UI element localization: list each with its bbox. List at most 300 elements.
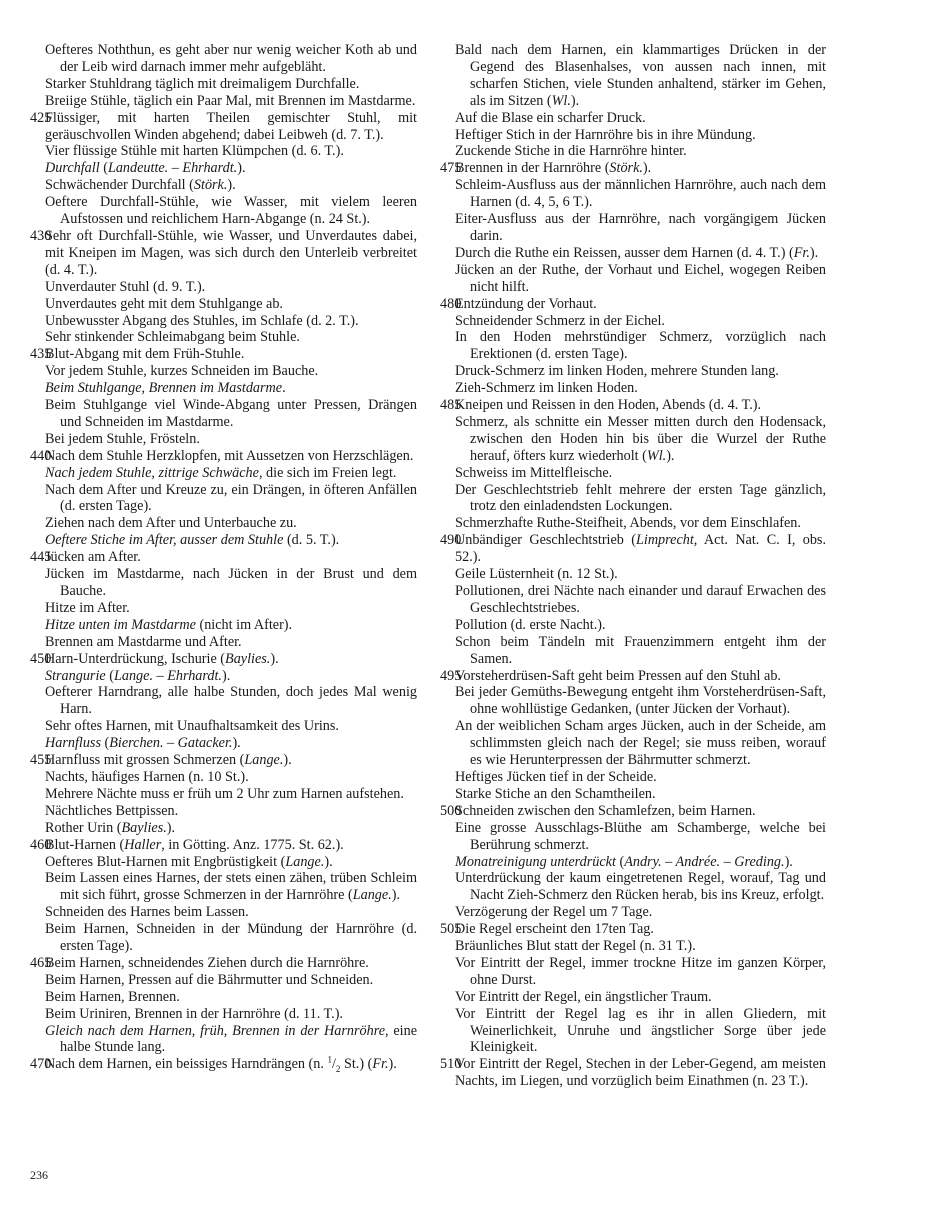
text-run: Bei jeder Gemüths-Bewegung entgeht ihm Vorsteherdrüsen-Saft, ohne wohllüstige Gedanken, (unter Jücken der Vorhaut). [455,684,826,718]
entry-text [455,989,826,1006]
entry-text [30,549,417,566]
entry-text [45,313,417,330]
page-number: 236 [30,1168,48,1182]
symptom-entry-numbered [440,803,826,820]
left-column [30,42,417,1073]
entry-text [455,904,826,921]
text-run: In den Hoden mehrstündiger Schmerz, vorzüglich nach Erektionen (d. ersten Tage). [455,329,826,363]
text-run: Nach dem Stuhle Herzklopfen, mit Aussetzen von Herzschlägen. [45,447,414,464]
italic-citation: Bierchen. – Gatacker. [109,735,233,752]
entry-number: 435 [30,346,52,363]
text-run: Vor Eintritt der Regel, ein ängstlicher Traum. [455,988,712,1005]
text-run: Brennen in der Harnröhre ( [455,160,610,177]
text-run: Auf die Blase ein scharfer Druck. [455,109,646,126]
symptom-entry-numbered [440,532,826,566]
symptom-entry [440,989,826,1006]
text-run: Beim Lassen eines Harnes, der stets einen zähen, trüben Schleim mit sich führt, grosse Schmerzen in der Harnröhre ( [45,870,417,904]
text-run: ). [232,735,241,752]
symptom-entry [440,482,826,516]
text-run: St.) ( [340,1056,373,1073]
text-run: Vor Eintritt der Regel, Stechen in der Leber-Gegend, am meisten Nachts, im Liegen, und vorzüglich beim Einathmen (n. 23 T.). [455,1056,826,1090]
symptom-entry [30,363,417,380]
entry-number: 485 [440,397,462,414]
symptom-entry [30,904,417,921]
symptom-entry-numbered [30,837,417,854]
symptom-entry [440,127,826,144]
entry-text [45,177,417,194]
text-run: Pollutionen, drei Nächte nach einander und darauf Erwachen des Geschlechtstriebes. [455,583,826,616]
symptom-entry [30,735,417,752]
entry-text [45,329,417,346]
text-run: Oefterer Harndrang, alle halbe Stunden, doch jedes Mal wenig Harn. [45,684,417,718]
text-run: ). [283,752,292,769]
italic-citation: Wl. [551,92,571,109]
text-run: ). [221,667,231,684]
entry-text [45,566,417,600]
symptom-entry [440,870,826,904]
text-run: ( [99,160,108,177]
symptom-entry [440,1006,826,1057]
symptom-entry [30,820,417,837]
text-run: Schon beim Tändeln mit Frauenzimmern entgeht ihm der Samen. [455,633,826,667]
text-run: Sehr stinkender Schleimabgang beim Stuhle. [45,329,300,346]
text-run: Blut-Harnen ( [45,836,125,853]
entry-number: 465 [30,954,52,971]
text-run: . [282,380,286,397]
text-run: Entzündung der Vorhaut. [455,295,597,312]
entry-text [440,532,826,566]
symptom-entry [30,718,417,735]
entry-number: 440 [30,447,52,464]
symptom-entry-numbered [440,160,826,177]
symptom-entry [440,515,826,532]
entry-text [45,921,417,955]
text-run: Schleim-Ausfluss aus der männlichen Harnröhre, auch nach dem Harnen (d. 4, 5, 6 T.). [455,177,826,211]
symptom-entry [440,786,826,803]
symptom-entry [440,363,826,380]
text-run: Vorsteherdrüsen-Saft geht beim Pressen auf den Stuhl ab. [455,667,781,684]
entry-text [30,346,417,363]
text-run: Starker Stuhldrang täglich mit dreimaligem Durchfalle. [45,75,360,92]
text-run: Unterdrückung der kaum eingetretenen Regel, worauf, Tag und Nacht Zieh-Schmerz den Rücken herab, bis ins Kreuz, erfolgt. [455,870,826,904]
symptom-entry [30,515,417,532]
entry-text [30,651,417,668]
text-run: (d. 5. T.). [283,532,340,549]
italic-citation: Baylies. [121,819,167,836]
text-run: Heftiger Stich in der Harnröhre bis in ihre Mündung. [455,126,756,143]
entry-number: 495 [440,667,462,684]
symptom-entry [30,313,417,330]
text-run: Vier flüssige Stühle mit harten Klümpchen (d. 6. T.). [45,143,344,160]
text-run: Nächtliches Bettpissen. [45,802,179,819]
text-run: , eine halbe Stunde lang. [60,1022,417,1056]
entry-text [455,583,826,617]
symptom-entry-numbered [440,296,826,313]
symptom-entry [440,262,826,296]
entry-text [455,938,826,955]
entry-text [30,1056,417,1073]
symptom-entry [440,380,826,397]
italic-citation: Limprecht, [635,532,698,549]
italic-citation: Nach jedem Stuhle, zittrige Schwäche [45,464,259,481]
text-run: Schmerzhafte Ruthe-Steifheit, Abends, vor dem Einschlafen. [455,515,801,532]
entry-text [45,786,417,803]
entry-text [45,820,417,837]
entry-text [455,786,826,803]
entry-text [45,989,417,1006]
symptom-entry [30,921,417,955]
symptom-entry [440,329,826,363]
entry-text [455,127,826,144]
entry-number: 490 [440,532,462,549]
symptom-entry [440,718,826,769]
symptom-entry [440,820,826,854]
symptom-entry [30,684,417,718]
entry-text [455,177,826,211]
text-run: Sehr oft Durchfall-Stühle, wie Wasser, und Unverdautes dabei, mit Kneipen im Magen, was sich durch den Unterleib verbreitet (d. 4. T.). [45,227,417,278]
symptom-entry [30,177,417,194]
symptom-entry [30,296,417,313]
entry-text [455,955,826,989]
symptom-entry [440,465,826,482]
text-run: Harnfluss mit grossen Schmerzen ( [45,752,245,769]
text-run: ). [324,853,333,870]
entry-text [45,870,417,904]
symptom-entry-numbered [30,955,417,972]
text-run: Beim Harnen, Pressen auf die Bährmutter und Schneiden. [45,971,374,988]
symptom-entry-numbered [30,228,417,279]
entry-text [45,160,417,177]
entry-text [455,769,826,786]
entry-text [440,668,826,685]
italic-citation: Wl. [646,447,667,464]
entry-text [45,397,417,431]
entry-text [440,921,826,938]
entry-text [45,76,417,93]
symptom-entry [440,313,826,330]
entry-text [455,313,826,330]
text-run: Beim Harnen, Brennen. [45,988,180,1005]
entry-text [45,482,417,516]
symptom-entry-numbered [30,346,417,363]
entry-number: 460 [30,836,52,853]
entry-text [45,1006,417,1023]
entry-text [45,143,417,160]
text-run: Schneiden zwischen den Schamlefzen, beim Harnen. [455,802,756,819]
symptom-entry-numbered [30,1056,417,1073]
symptom-entry [440,617,826,634]
entry-text [455,363,826,380]
symptom-entry [440,211,826,245]
entry-number: 455 [30,752,52,769]
text-run: Die Regel erscheint den 17ten Tag. [455,921,654,938]
symptom-entry [30,972,417,989]
text-run: Beim Stuhlgange viel Winde-Abgang unter Pressen, Drängen und Schneiden im Mastdarme. [45,397,417,430]
text-run: Rother Urin ( [45,819,122,836]
text-run: Beim Harnen, Schneiden in der Mündung der Harnröhre (d. ersten Tage). [45,921,417,955]
text-run: Vor jedem Stuhle, kurzes Schneiden im Bauche. [45,363,319,380]
entry-text [45,718,417,735]
entry-text [455,143,826,160]
text-run: Oefteres Noththun, es geht aber nur wenig weicher Koth ab und der Leib wird darnach immer mehr aufgebläht. [45,42,417,75]
text-run: ). [237,160,246,177]
entry-number: 470 [30,1056,52,1073]
text-run: 2 [335,1064,341,1075]
text-run: Der Geschlechtstrieb fehlt mehrere der ersten Tage gänzlich, trotz den einladendsten Lockungen. [455,481,826,515]
symptom-entry [440,583,826,617]
symptom-entry [30,431,417,448]
italic-citation: Strangurie [45,667,106,684]
symptom-entry [30,786,417,803]
italic-citation: Lange. [285,853,325,870]
text-run: ). [270,650,279,667]
text-run: Hitze im After. [45,599,130,616]
entry-text [455,617,826,634]
text-run: Starke Stiche an den Schamtheilen. [455,785,656,802]
symptom-entry [440,177,826,211]
entry-text [455,329,826,363]
entry-text [45,431,417,448]
text-run: ( [100,735,110,752]
text-run: ). [666,447,675,464]
symptom-entry-numbered [440,1056,826,1090]
symptom-entry [440,414,826,465]
text-run: Schmerz, als schnitte ein Messer mitten durch den Hodensack, zwischen den Hoden hin bis über die Wurzel der Ruthe herauf, öfters kurz wiederholt ( [455,413,826,464]
symptom-entry [440,955,826,989]
symptom-entry-numbered [30,110,417,144]
text-run: Durch die Ruthe ein Reissen, ausser dem Harnen (d. 4. T.) ( [455,244,794,261]
italic-citation: Haller [124,836,162,853]
symptom-entry [440,634,826,668]
symptom-entry [30,1006,417,1023]
text-run: Unbändiger Geschlechtstrieb ( [455,532,636,549]
text-run: Oefteres Blut-Harnen mit Engbrüstigkeit ( [45,853,286,870]
text-run: An der weiblichen Scham arges Jücken, auch in der Scheide, am schlimmsten gleich nach der Regel; sie muss reiben, worauf es wie Herunterpressen der Bährmutter schmerzt. [455,718,826,769]
entry-number: 475 [440,160,462,177]
entry-text [455,414,826,465]
text-run: Blut-Abgang mit dem Früh-Stuhle. [45,346,245,363]
entry-text [455,262,826,296]
symptom-entry [30,989,417,1006]
symptom-entry [440,110,826,127]
text-run: Vor Eintritt der Regel lag es ihr in allen Gliedern, mit Weinerlichkeit, Unruhe und ängstlicher Sorge über jede Kleinigkeit. [455,1005,826,1056]
entry-text [455,515,826,532]
text-run: Jücken an der Ruthe, der Vorhaut und Eichel, wogegen Reiben nicht hilft. [455,261,826,295]
symptom-entry [30,870,417,904]
italic-citation: Lange. [244,752,284,769]
symptom-entry [440,566,826,583]
italic-citation: Andry. – Andrée. – Greding. [624,853,785,870]
symptom-entry-numbered [440,921,826,938]
symptom-entry [440,769,826,786]
text-run: , in Götting. Anz. 1775. St. 62.). [161,836,344,853]
text-run: Nach dem Harnen, ein beissiges Harndrängen (n. [45,1056,328,1073]
text-run: Schwächender Durchfall ( [45,177,194,194]
text-run: Eine grosse Ausschlags-Blüthe am Schamberge, welche bei Berührung schmerzt. [455,819,826,853]
symptom-entry [30,380,417,397]
entry-text [440,160,826,177]
entry-number: 430 [30,227,52,244]
text-run: Harn-Unterdrückung, Ischurie ( [45,650,226,667]
text-run: , die sich im Freien legt. [258,464,397,481]
text-run: Schneidender Schmerz in der Eichel. [455,312,665,329]
symptom-entry-numbered [30,752,417,769]
text-run: Zuckende Stiche in die Harnröhre hinter. [455,143,687,160]
text-run: Beim Harnen, schneidendes Ziehen durch die Harnröhre. [45,954,369,971]
entry-text [455,854,826,871]
italic-citation: Gleich nach dem Harnen, früh, Brennen in der Harnröhre [45,1022,386,1039]
entry-text [30,837,417,854]
entry-text [30,448,417,465]
symptom-entry [30,329,417,346]
entry-text [45,634,417,651]
text-run: Eiter-Ausfluss aus der Harnröhre, nach vorgängigem Jücken darin. [455,211,826,244]
symptom-entry [30,397,417,431]
symptom-entry [30,42,417,76]
entry-text [455,634,826,668]
entry-text [45,600,417,617]
italic-citation: Fr. [793,244,810,261]
entry-text [45,380,417,397]
symptom-entry [30,803,417,820]
italic-citation: Störk. [609,160,643,177]
symptom-entry [30,194,417,228]
symptom-entry [440,143,826,160]
text-run: Pollution (d. erste Nacht.). [455,616,606,633]
entry-text [45,465,417,482]
entry-text [455,870,826,904]
text-run: Jücken im Mastdarme, nach Jücken in der Brust und dem Bauche. [45,566,417,599]
entry-number: 445 [30,549,52,566]
symptom-entry [30,854,417,871]
entry-text [30,955,417,972]
italic-citation: Hitze unten im Mastdarme [45,616,196,633]
symptom-entry-numbered [30,549,417,566]
entry-text [45,194,417,228]
symptom-entry [440,42,826,110]
text-run: Unverdautes geht mit dem Stuhlgange ab. [45,295,283,312]
entry-text [45,684,417,718]
entry-text [45,668,417,685]
text-run: Beim Uriniren, Brennen in der Harnröhre (d. 11. T.). [45,1005,343,1022]
text-run: Flüssiger, mit harten Theilen gemischter Stuhl, mit geräuschvollen Winden abgehend; dabei Leibweh (d. 7. T.). [45,109,417,143]
text-run: Schneiden des Harnes beim Lassen. [45,904,249,921]
symptom-entry [440,938,826,955]
entry-number: 450 [30,650,52,667]
symptom-entry [440,854,826,871]
entry-text [30,752,417,769]
entry-text [45,363,417,380]
italic-citation: Monatreinigung unterdrückt [455,853,616,870]
symptom-entry [440,684,826,718]
entry-number: 425 [30,109,52,126]
entry-text [45,769,417,786]
text-run: Sehr oftes Harnen, mit Unaufhaltsamkeit des Urins. [45,718,339,735]
italic-citation: Lange. – Ehrhardt. [113,667,222,684]
entry-text [45,904,417,921]
entry-text [45,803,417,820]
symptom-entry [30,668,417,685]
entry-text [455,211,826,245]
text-run: Kneipen und Reissen in den Hoden, Abends (d. 4. T.). [455,397,762,414]
text-run: Heftiges Jücken tief in der Scheide. [455,768,657,785]
entry-text [45,1023,417,1057]
text-run: Brennen am Mastdarme und After. [45,633,242,650]
text-run: Nach dem After und Kreuze zu, ein Drängen, in öfteren Anfällen (d. ersten Tage). [45,481,417,515]
italic-citation: Baylies. [225,650,271,667]
entry-number: 510 [440,1056,462,1073]
text-run: ). [642,160,652,177]
symptom-entry [30,566,417,600]
entry-text [455,42,826,110]
entry-text [455,566,826,583]
symptom-entry [440,904,826,921]
symptom-entry [30,279,417,296]
text-run: Bräunliches Blut statt der Regel (n. 31 T.). [455,938,696,955]
text-run: Verzögerung der Regel um 7 Tage. [455,904,653,921]
entry-text [440,296,826,313]
text-run: ( [615,853,625,870]
text-run: (nicht im After). [195,616,293,633]
text-run: ). [391,887,401,904]
entry-text [45,93,417,110]
text-run: ). [388,1056,397,1073]
symptom-entry [30,532,417,549]
entry-text [45,854,417,871]
text-run: ). [809,244,819,261]
text-run: Nachts, häufiges Harnen (n. 10 St.). [45,768,249,785]
symptom-entry-numbered [30,448,417,465]
entry-text [45,735,417,752]
symptom-entry [30,76,417,93]
entry-text [45,617,417,634]
text-run: / [331,1056,336,1073]
text-run: Oeftere Durchfall-Stühle, wie Wasser, mit vielem leeren Aufstossen und reichlichem Harn-Abgange (n. 24 St.). [45,194,417,228]
entry-text [455,245,826,262]
text-run: Schweiss im Mittelfleische. [455,464,613,481]
italic-citation: Fr. [372,1056,389,1073]
symptom-entry [30,617,417,634]
entry-text [45,296,417,313]
text-run: ). [227,177,236,194]
text-run: Zieh-Schmerz im linken Hoden. [455,380,638,397]
symptom-entry [440,245,826,262]
text-run: Breiige Stühle, täglich ein Paar Mal, mit Brennen im Mastdarme. [45,92,416,109]
entry-number: 505 [440,921,462,938]
italic-citation: Landeutte. – Ehrhardt. [107,160,238,177]
entry-text [30,110,417,144]
text-run: Bei jedem Stuhle, Frösteln. [45,430,200,447]
text-run: ). [784,853,793,870]
right-column [440,42,826,1090]
text-run: Vor Eintritt der Regel, immer trockne Hitze im ganzen Körper, ohne Durst. [455,954,826,988]
text-run: Geile Lüsternheit (n. 12 St.). [455,566,618,583]
text-run: ( [105,667,114,684]
symptom-entry [30,1023,417,1057]
italic-citation: Beim Stuhlgange, Brennen im Mastdarme [45,380,283,397]
symptom-entry-numbered [440,668,826,685]
text-run: 1 [327,1054,332,1065]
symptom-entry-numbered [30,651,417,668]
italic-citation: Lange. [352,887,392,904]
entry-text [455,380,826,397]
text-run: Druck-Schmerz im linken Hoden, mehrere Stunden lang. [455,363,779,380]
symptom-entry [30,482,417,516]
text-run: Unverdauter Stuhl (d. 9. T.). [45,278,206,295]
italic-citation: Störk. [193,177,228,194]
symptom-entry [30,769,417,786]
symptom-entry [30,160,417,177]
